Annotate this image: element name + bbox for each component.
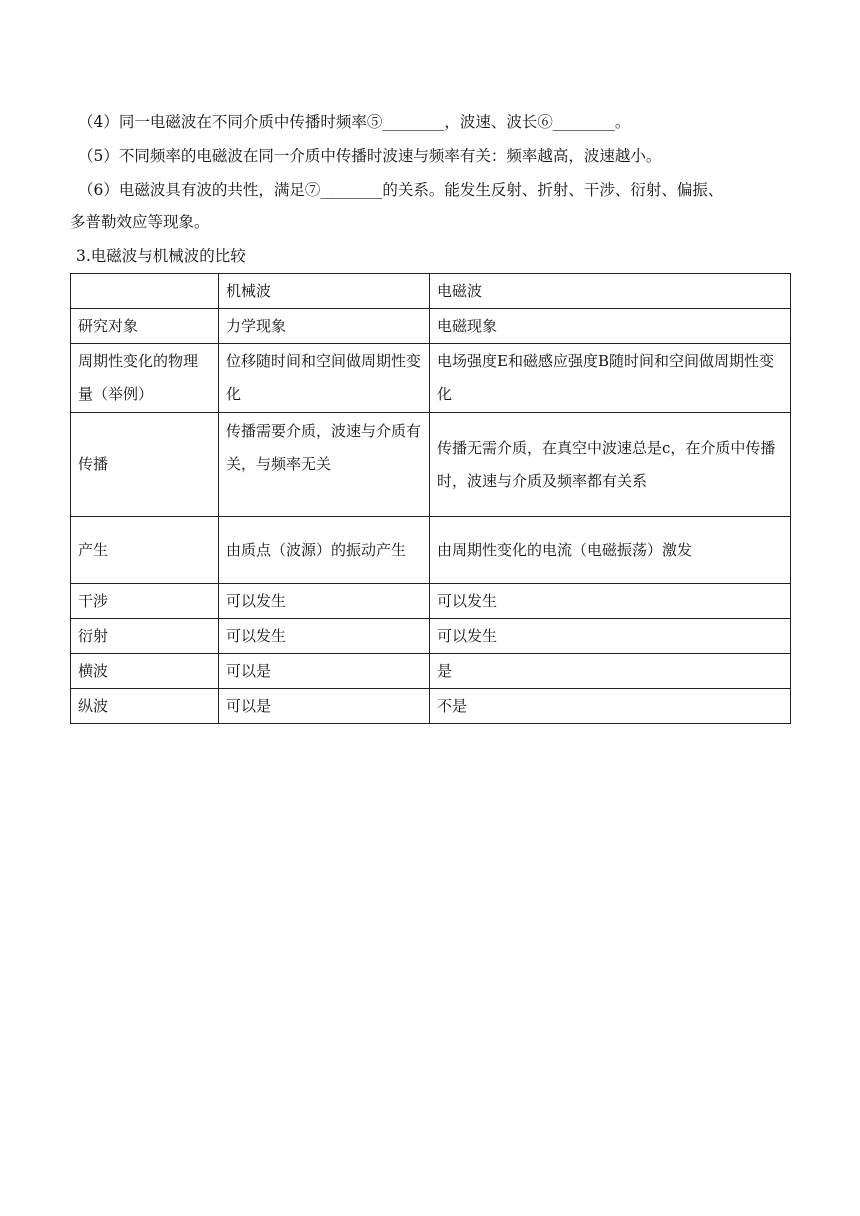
table-cell: 位移随时间和空间做周期性变化 [219, 344, 430, 413]
paragraph-5: （5）不同频率的电磁波在同一介质中传播时波速与频率有关：频率越高，波速越小。 [78, 147, 662, 165]
table-row [71, 619, 791, 654]
table-cell: 不是 [430, 689, 791, 724]
table-header-cell: 电磁波 [430, 274, 791, 309]
table-cell: 可以是 [219, 654, 430, 689]
table-row [71, 309, 791, 344]
table-cell: 可以发生 [219, 619, 430, 654]
paragraph-4: （4）同一电磁波在不同介质中传播时频率⑤________，波速、波长⑥________。 [78, 113, 631, 131]
table-cell: 纵波 [71, 689, 219, 724]
table-row [71, 517, 791, 584]
table-cell: 传播需要介质，波速与介质有关，与频率无关 [219, 413, 430, 517]
table-cell: 由周期性变化的电流（电磁振荡）激发 [430, 517, 791, 584]
paragraph-6-line-2: 多普勒效应等现象。 [70, 213, 210, 231]
table-header-row [71, 274, 791, 309]
table-cell: 横波 [71, 654, 219, 689]
table-row [71, 584, 791, 619]
table-row [71, 413, 791, 517]
table-row [71, 344, 791, 413]
paragraph-6-line-1: （6）电磁波具有波的共性，满足⑦________的关系。能发生反射、折射、干涉、衍射、偏振、 [78, 181, 724, 199]
table-cell: 可以发生 [219, 584, 430, 619]
table-cell: 研究对象 [71, 309, 219, 344]
table-cell: 是 [430, 654, 791, 689]
table-cell: 周期性变化的物理量（举例） [71, 344, 219, 413]
table-cell: 传播无需介质，在真空中波速总是c，在介质中传播时，波速与介质及频率都有关系 [430, 413, 791, 517]
table-cell: 干涉 [71, 584, 219, 619]
table-cell: 力学现象 [219, 309, 430, 344]
comparison-table [70, 273, 791, 724]
table-row [71, 689, 791, 724]
table-cell: 由质点（波源）的振动产生 [219, 517, 430, 584]
table-header-cell: 机械波 [219, 274, 430, 309]
table-cell: 可以发生 [430, 584, 791, 619]
table-cell: 传播 [71, 413, 219, 517]
table-cell: 可以发生 [430, 619, 791, 654]
table-cell: 可以是 [219, 689, 430, 724]
table-header-cell [71, 274, 219, 309]
table-row [71, 654, 791, 689]
table-cell: 衍射 [71, 619, 219, 654]
table-cell: 电磁现象 [430, 309, 791, 344]
table-cell: 产生 [71, 517, 219, 584]
table-cell: 电场强度E和磁感应强度B随时间和空间做周期性变化 [430, 344, 791, 413]
section-title: 3.电磁波与机械波的比较 [76, 247, 246, 265]
